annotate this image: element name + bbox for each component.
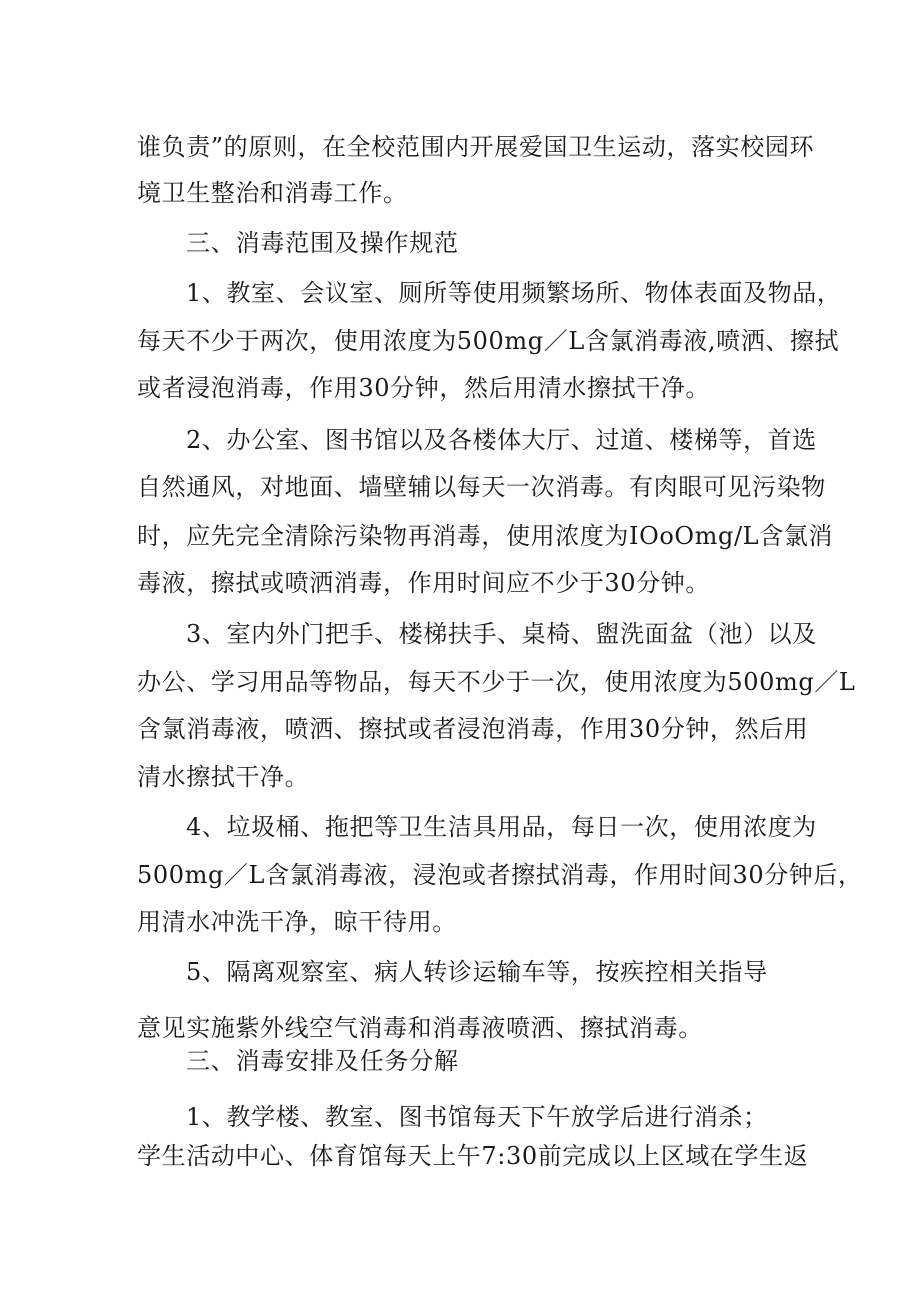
paragraph-line: 自然通风，对地面、墙壁辅以每天一次消毒。有肉眼可见污染物 (137, 473, 826, 501)
paragraph-line: 时，应先完全清除污染物再消毒，使用浓度为IOoOmg/L含氯消 (137, 522, 834, 550)
paragraph-line: 学生活动中心、体育馆每天上午7:30前完成以上区域在学生返 (137, 1142, 809, 1170)
paragraph-line: 3、室内外门把手、楼梯扶手、桌椅、盥洗面盆（池）以及 (186, 620, 817, 648)
paragraph-line: 用清水冲洗干净，晾干待用。 (137, 908, 457, 936)
paragraph-line: 境卫生整治和消毒工作。 (137, 179, 408, 207)
paragraph-line: 含氯消毒液，喷洒、擦拭或者浸泡消毒，作用30分钟，然后用 (137, 715, 809, 743)
paragraph-line: 2、办公室、图书馆以及各楼体大厅、过道、楼梯等，首选 (186, 426, 817, 454)
paragraph-line: 1、教室、会议室、厕所等使用频繁场所、物体表面及物品， (186, 279, 842, 307)
paragraph-line: 5、隔离观察室、病人转诊运输车等，按疾控相关指导 (186, 958, 768, 986)
paragraph-line: 意见实施紫外线空气消毒和消毒液喷洒、擦拭消毒。 (137, 1014, 703, 1042)
paragraph-line: 或者浸泡消毒，作用30分钟，然后用清水擦拭干净。 (137, 374, 710, 402)
section-heading: 三、消毒安排及任务分解 (186, 1047, 459, 1075)
paragraph-line: 500mg／L含氯消毒液，浸泡或者擦拭消毒，作用时间30分钟后， (137, 861, 863, 889)
paragraph-line: 1、教学楼、教室、图书馆每天下午放学后进行消杀； (186, 1103, 768, 1131)
paragraph-line: 办公、学习用品等物品，每天不少于一次，使用浓度为500mg／L (137, 668, 856, 696)
paragraph-line: 每天不少于两次，使用浓度为500mg／L含氯消毒液,喷洒、擦拭 (137, 327, 840, 355)
paragraph-line: 毒液，擦拭或喷洒消毒，作用时间应不少于30分钟。 (137, 569, 710, 597)
section-heading: 三、消毒范围及操作规范 (186, 229, 459, 257)
paragraph-line: 谁负责”的原则，在全校范围内开展爱国卫生运动，落实校园环 (137, 133, 815, 161)
paragraph-line: 清水擦拭干净。 (137, 763, 310, 791)
paragraph-line: 4、垃圾桶、拖把等卫生洁具用品，每日一次，使用浓度为 (186, 813, 817, 841)
